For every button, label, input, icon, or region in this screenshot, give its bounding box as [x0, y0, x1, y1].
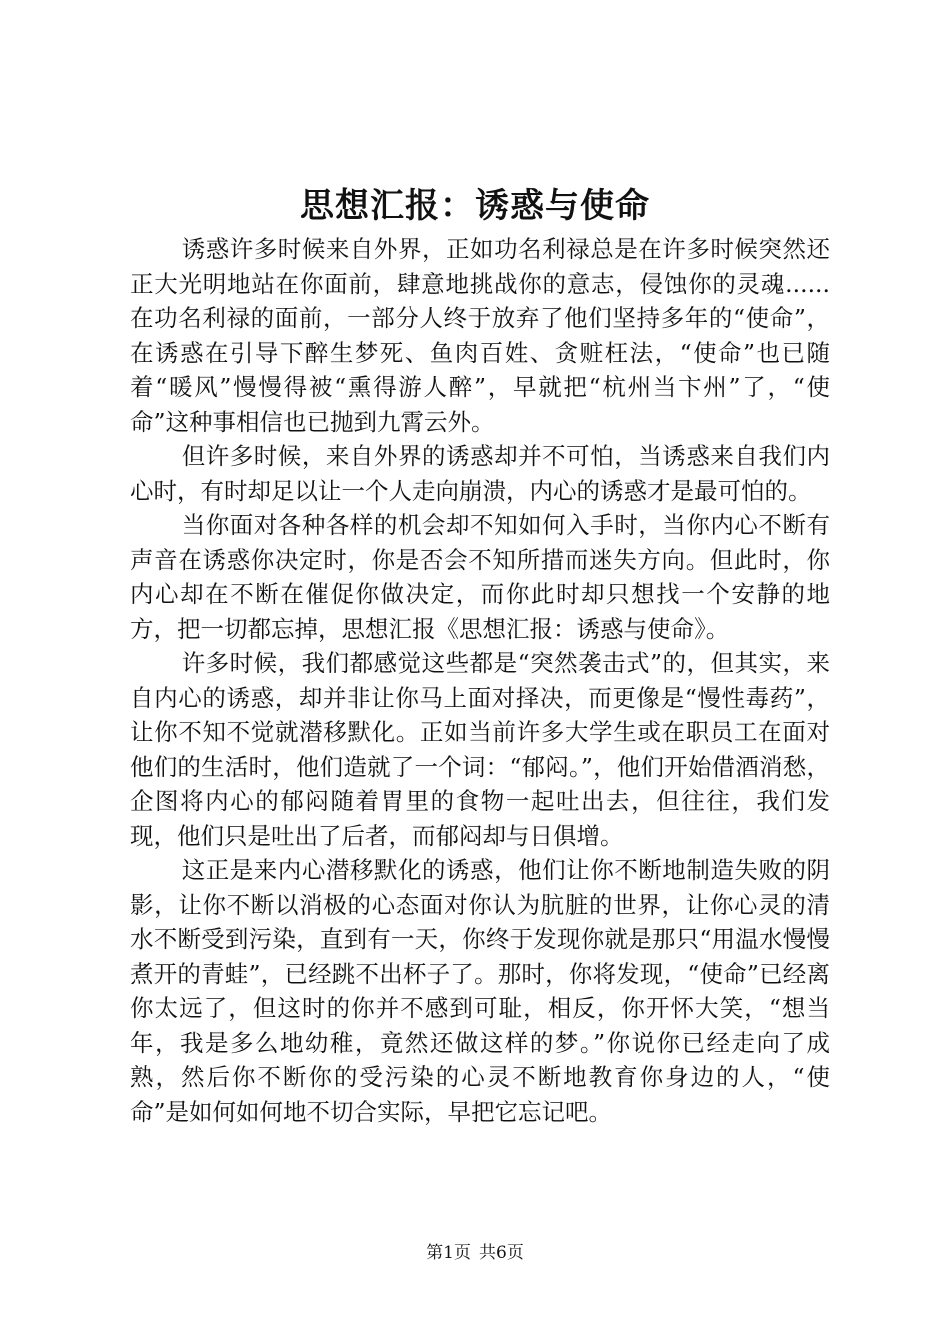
document-title: 思想汇报：诱惑与使命: [300, 186, 650, 226]
page-number: 第1页: [426, 1243, 471, 1263]
document-body: [130, 232, 830, 1129]
paragraph-5: 这正是来内心潜移默化的诱惑，他们让你不断地制造失败的阴影，让你不断以消极的心态面对你认为肮脏的世界，让你心灵的清水不断受到污染，直到有一天，你终于发现你就是那只“用温水慢慢煮开的青蛙”，已经跳不出杯子了。那时，你将发现，“使命”已经离你太远了，但这时的你并不感到可耻，相反，你开怀大笑，“想当年，我是多么地幼稚，竟然还做这样的梦。”你说你已经走向了成熟，然后你不断你的受污染的心灵不断地教育你身边的人，“使命”是如何如何地不切合实际，早把它忘记吧。: [130, 856, 830, 1126]
paragraph-4: 许多时候，我们都感觉这些都是“突然袭击式”的，但其实，来自内心的诱惑，却并非让你马上面对择决，而更像是“慢性毒药”，让你不知不觉就潜移默化。正如当前许多大学生或在职员工在面对他们的生活时，他们造就了一个词：“郁闷。”，他们开始借酒消愁，企图将内心的郁闷随着胃里的食物一起吐出去，但往往，我们发现，他们只是吐出了后者，而郁闷却与日俱增。: [130, 649, 830, 850]
page-count: 共6页: [479, 1243, 524, 1263]
paragraph-1: 诱惑许多时候来自外界，正如功名利禄总是在许多时候突然还正大光明地站在你面前，肆意地挑战你的意志，侵蚀你的灵魂......在功名利禄的面前，一部分人终于放弃了他们坚持多年的“使命”，在诱惑在引导下醉生梦死、鱼肉百姓、贪赃枉法，“使命”也已随着“暖风”慢慢得被“熏得游人醉”，早就把“杭州当卞州”了，“使命”这种事相信也已抛到九霄云外。: [130, 235, 830, 436]
paragraph-3: 当你面对各种各样的机会却不知如何入手时，当你内心不断有声音在诱惑你决定时，你是否会不知所措而迷失方向。但此时，你内心却在不断在催促你做决定，而你此时却只想找一个安静的地方，把一切都忘掉，思想汇报《思想汇报：诱惑与使命》。: [130, 511, 830, 643]
paragraph-2: 但许多时候，来自外界的诱惑却并不可怕，当诱惑来自我们内心时，有时却足以让一个人走向崩溃，内心的诱惑才是最可怕的。: [130, 442, 830, 505]
page-footer: [0, 1241, 950, 1265]
